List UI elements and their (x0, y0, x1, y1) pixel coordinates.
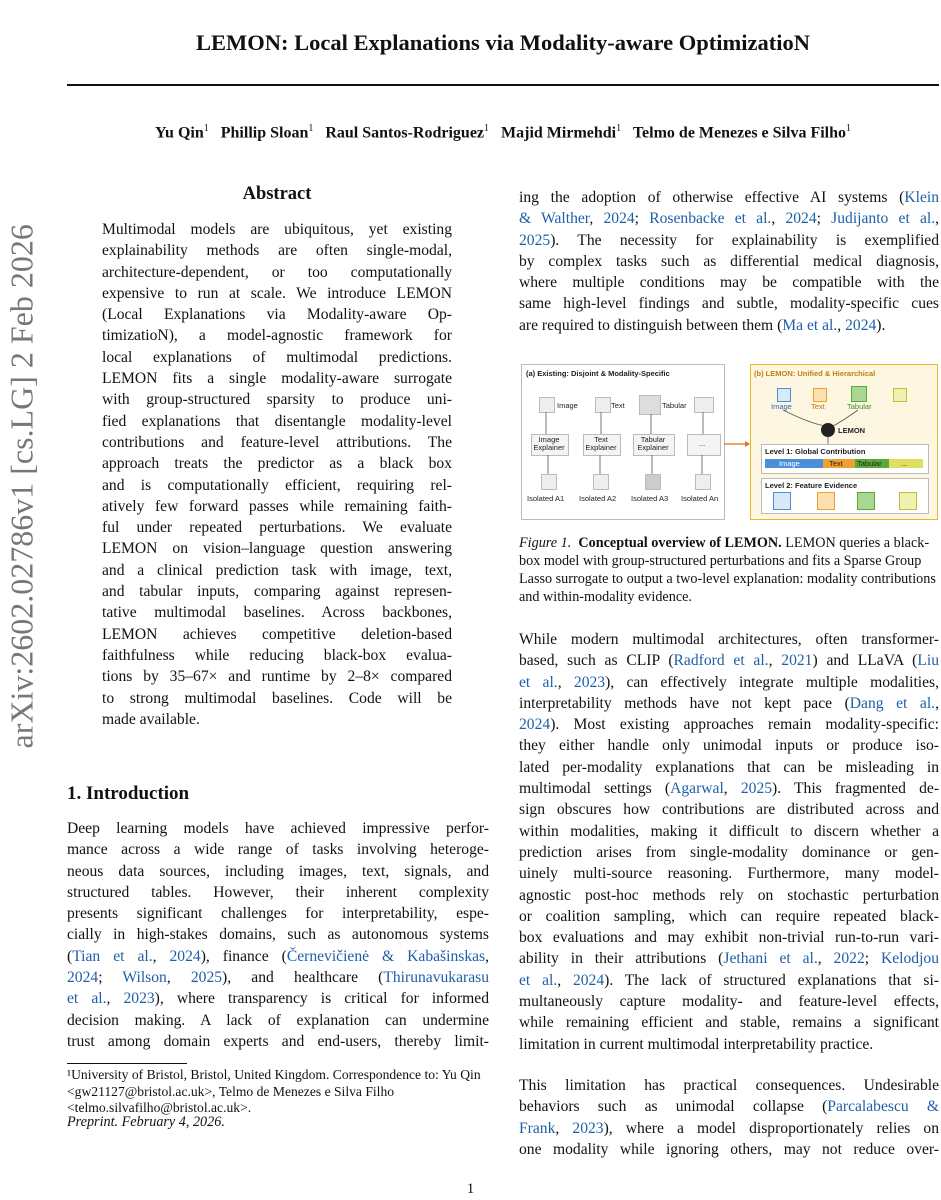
text-line: uinely multi-source reasoning. Furthermore, many model- (519, 865, 939, 883)
citation-link[interactable]: Liu (917, 652, 939, 670)
text-line: within modalities, making it difficult to discern whether a (519, 822, 939, 840)
text-line: made available. (102, 710, 200, 728)
text-line: presents significant challenges for interpretability, espe- (67, 905, 489, 923)
text-line: based, such as CLIP (Radford et al., 2021) and LLaVA (Liu (519, 652, 939, 670)
output-label: Isolated An (681, 494, 719, 503)
citation-link[interactable]: 2022 (833, 950, 865, 968)
text-line: ability in their attributions (Jethani et al., 2022; Kelodjou (519, 950, 940, 968)
text-line: Multimodal models are ubiquitous, yet existing (102, 221, 452, 238)
text-line: 2025). The necessity for explainability is exemplified (519, 231, 939, 249)
text-line: limitation in current multimodal interpretability practice. (519, 1035, 874, 1053)
text-line: neous data sources, including images, text, signals, and (67, 862, 489, 880)
text-line: tions by 35–67× and runtime by 2–8× compared (102, 668, 452, 686)
citation-link[interactable]: Judijanto et al. (831, 210, 936, 228)
citation-link[interactable]: Parcalabescu & (827, 1098, 939, 1116)
figure-1 (521, 364, 939, 520)
preprint-date: Preprint. February 4, 2026. (67, 1114, 225, 1130)
abstract-heading: Abstract (242, 184, 312, 204)
affiliation-mark: 1 (308, 123, 314, 134)
text-line: mance across a wide range of tasks involving heteroge- (67, 841, 489, 859)
author-list (67, 123, 939, 142)
text-line: expensive to run at scale. We introduce LEMON (102, 284, 452, 302)
text-line: fied explanations that disentangle modality-level (102, 412, 452, 430)
text-line: by complex tasks such as differential medical diagnosis, (519, 252, 939, 270)
text-line: local explanations of multimodal predictions. (102, 348, 452, 366)
citation-link[interactable]: 2024 (519, 716, 551, 734)
footnote-rule (67, 1063, 187, 1064)
caption-bold: Conceptual overview of LEMON. (578, 535, 782, 551)
panel-title-lemon: (b) LEMON: Unified & Hierarchical (754, 369, 876, 378)
citation-link[interactable]: Jethani et al. (723, 950, 818, 968)
text-line: timizatioN), a model-agnostic framework for (102, 327, 452, 345)
evidence-image-icon (773, 492, 791, 510)
citation-link[interactable]: Dang et al. (849, 694, 936, 712)
text-line: et al., 2024). The lack of structured explanations that si- (519, 971, 940, 989)
text-line: approach treats the predictor as a black box (102, 455, 452, 473)
text-line: 2024; Wilson, 2025), and healthcare (Thirunavukarasu (67, 969, 489, 987)
text-line: and is computationally efficient, requiring rel- (102, 476, 452, 494)
text-line: prediction arises from single-modality dominance or gen- (519, 843, 939, 861)
lemon-label: LEMON (838, 426, 866, 435)
text-line: atively few forward passes while remaining faith- (102, 497, 452, 515)
level2-label: Level 2: Feature Evidence (765, 481, 858, 490)
intro-paragraph-1 (67, 818, 489, 1052)
text-line: Frank, 2023), where a model disproportionately relies on (519, 1119, 940, 1137)
citation-link[interactable]: et al. (67, 990, 107, 1008)
text-line: agnostic post-hoc methods rely on stochastic perturbation (519, 886, 939, 904)
abstract-body (102, 219, 452, 730)
citation-link[interactable]: Radford et al. (673, 652, 769, 670)
text-line: Deep learning models have achieved impressive perfor- (67, 820, 489, 837)
citation-link[interactable]: et al. (519, 971, 558, 989)
citation-link[interactable]: 2024 (603, 210, 635, 228)
bar-label: Image (779, 459, 800, 468)
citation-link[interactable]: 2021 (781, 652, 813, 670)
caption-label: Figure 1. (519, 535, 572, 551)
affiliation-mark: 1 (484, 123, 490, 134)
citation-link[interactable]: 2023 (573, 673, 606, 691)
figure-1-caption (519, 534, 939, 606)
citation-link[interactable]: Klein (904, 189, 939, 206)
text-line: behaviors such as unimodal collapse (Parcalabescu & (519, 1098, 939, 1116)
evidence-other-icon (899, 492, 917, 510)
caption-text: LEMON queries a black-box model with group-structured perturbations and fits a Sparse Group Lasso surrogate to output a two-level explanation: modality contributions and within-modality evidence. (519, 535, 936, 605)
text-line: LEMON fits a single modality-aware surrogate (102, 370, 452, 388)
text-line: architecture-dependent, or too computationally (102, 263, 452, 281)
paper-title: LEMON: Local Explanations via Modality-aware OptimizatioN (196, 30, 810, 55)
explainer-label: ... (699, 439, 706, 448)
citation-link[interactable]: Wilson (122, 969, 167, 987)
explainer-label: Tabular Explainer (637, 435, 669, 452)
panel-title-existing: (a) Existing: Disjoint & Modality-Specific (526, 369, 670, 378)
citation-link[interactable]: 2024 (845, 316, 877, 334)
text-line: et al., 2023), where transparency is critical for informed (67, 990, 489, 1008)
citation-link[interactable]: & Walther (519, 210, 590, 228)
text-line: 2024). Most existing approaches remain modality-specific: (519, 716, 939, 734)
explainer-label: Image Explainer (533, 435, 565, 452)
text-line: structured tables. However, their inherent complexity (67, 883, 489, 901)
text-line: sign obscures how contributions are distributed across and (519, 801, 939, 819)
text-line: trust among domain experts and end-users, thereby limit- (67, 1032, 489, 1050)
citation-link[interactable]: Thirunavukarasu (383, 969, 489, 987)
bar-label: Text (829, 459, 843, 468)
text-line: while remaining efficient and stable, remains a significant (519, 1014, 939, 1032)
author: Majid Mirmehdi (501, 124, 617, 142)
citation-link[interactable]: 2024 (785, 210, 817, 228)
output-label: Isolated A3 (631, 494, 669, 503)
citation-link[interactable]: 2024 (67, 969, 99, 987)
text-line: cially in high-stakes domains, such as autonomous systems (67, 926, 489, 944)
input-label: Text (611, 401, 625, 410)
citation-link[interactable]: Kelodjou (880, 950, 940, 968)
text-line: where multiple conditions may be compatible with the (519, 274, 939, 292)
right-paragraph-3 (519, 1075, 939, 1160)
citation-link[interactable]: 2025 (519, 231, 551, 249)
text-line: and a clinical prediction task with image, text, (102, 561, 452, 579)
affiliation-mark: 1 (616, 123, 622, 134)
text-line: et al., 2023), can effectively integrate multiple modalities, (519, 673, 939, 691)
citation-link[interactable]: 2024 (572, 971, 605, 989)
citation-link[interactable]: Agarwal (670, 780, 724, 798)
text-line: (Local Explanations via Modality-aware Op- (102, 306, 452, 324)
text-line: faithfulness while reducing black-box evalua- (102, 646, 452, 664)
input-label: Tabular (847, 402, 872, 411)
page-number: 1 (466, 1181, 475, 1197)
explainer-label: Text Explainer (585, 435, 617, 452)
text-line: (Tian et al., 2024), finance (Černevičienė & Kabašinskas, (67, 947, 490, 965)
text-line: LEMON achieves competitive deletion-based (102, 625, 452, 643)
footnote-affiliation: ¹University of Bristol, Bristol, United Kingdom. Correspondence to: Yu Qin <gw21127@bristol.ac.uk>, Telmo de Menezes e Silva Filho <telmo.silvafilho@bristol.ac.uk>. (67, 1067, 481, 1116)
text-line: or coalition sampling, which can require repeated black- (519, 907, 939, 925)
input-label: Image (771, 402, 792, 411)
arxiv-stamp: arXiv:2602.02786v1 [cs.LG] 2 Feb 2026 (3, 224, 40, 749)
text-line: decision making. A lack of explanation can undermine (67, 1011, 489, 1029)
text-line: ing the adoption of otherwise effective AI systems (Klein (519, 189, 939, 206)
citation-link[interactable]: Tian et al. (72, 947, 153, 965)
citation-link[interactable]: Ma et al. (782, 316, 838, 334)
output-label: Isolated A1 (527, 494, 565, 503)
text-line: ful under repeated perturbations. We evaluate (102, 519, 452, 537)
text-line: and tabular inputs, comparing against represen- (102, 583, 452, 601)
citation-link[interactable]: Černevičienė & Kabašinskas (286, 947, 486, 965)
citation-link[interactable]: 2024 (169, 947, 201, 965)
text-line: one modality while ignoring others, may not reduce over- (519, 1140, 939, 1158)
text-line: multimodal settings (Agarwal, 2025). This fragmented de- (519, 780, 940, 798)
input-label: Tabular (662, 401, 687, 410)
text-line: contributions and feature-level attributions. The (102, 433, 452, 451)
author: Phillip Sloan (220, 124, 309, 142)
citation-link[interactable]: 2023 (123, 990, 155, 1008)
text-line: lated per-modality explanations that can be misleading in (519, 758, 939, 776)
citation-link[interactable]: 2025 (190, 969, 223, 987)
text-line: While modern multimodal architectures, often transformer- (519, 631, 939, 648)
right-paragraph-1 (519, 187, 939, 336)
citation-link[interactable]: Frank (519, 1119, 556, 1137)
input-label: Image (557, 401, 578, 410)
text-line: they either handle only unimodal inputs or produce iso- (519, 737, 939, 755)
bar-label: ... (901, 459, 908, 468)
bar-label: Tabular (857, 459, 882, 468)
citation-link[interactable]: 2025 (740, 780, 773, 798)
citation-link[interactable]: Rosenbacke et al. (649, 210, 772, 228)
text-line: box evaluations and may exhibit non-trivial run-to-run vari- (519, 929, 939, 947)
affiliation-mark: 1 (846, 123, 852, 134)
text-line: are required to distinguish between them (Ma et al., 2024). (519, 316, 886, 334)
text-line: with group-structured sparsity to produce uni- (102, 391, 452, 409)
author: Telmo de Menezes e Silva Filho (632, 124, 847, 142)
evidence-text-icon (817, 492, 835, 510)
text-line: & Walther, 2024; Rosenbacke et al., 2024; Judijanto et al., (519, 210, 940, 228)
text-line: interpretability methods have not kept pace (Dang et al., (519, 694, 939, 712)
title-rule-top (67, 84, 939, 86)
right-paragraph-2 (519, 629, 939, 1055)
text-line: to strong multimodal baselines. Code will be (102, 689, 452, 707)
citation-link[interactable]: et al. (519, 673, 558, 691)
text-line: This limitation has practical consequences. Undesirable (519, 1077, 939, 1094)
evidence-tabular-icon (857, 492, 875, 510)
text-line: same high-level findings and subtle, modality-specific cues (519, 295, 939, 313)
author: Raul Santos-Rodriguez (325, 124, 485, 142)
text-line: explainability methods are often single-modal, (102, 242, 452, 260)
affiliation-mark: 1 (203, 123, 209, 134)
author: Yu Qin (154, 124, 204, 142)
section-heading-introduction: 1. Introduction (67, 783, 190, 804)
citation-link[interactable]: 2023 (572, 1119, 604, 1137)
input-label: Text (811, 402, 825, 411)
text-line: multaneously capture modality- and feature-level effects, (519, 993, 939, 1011)
level1-label: Level 1: Global Contribution (765, 447, 866, 456)
text-line: tative multimodal baselines. Across backbones, (102, 604, 452, 622)
output-label: Isolated A2 (579, 494, 617, 503)
text-line: LEMON on vision–language question answering (102, 540, 452, 558)
